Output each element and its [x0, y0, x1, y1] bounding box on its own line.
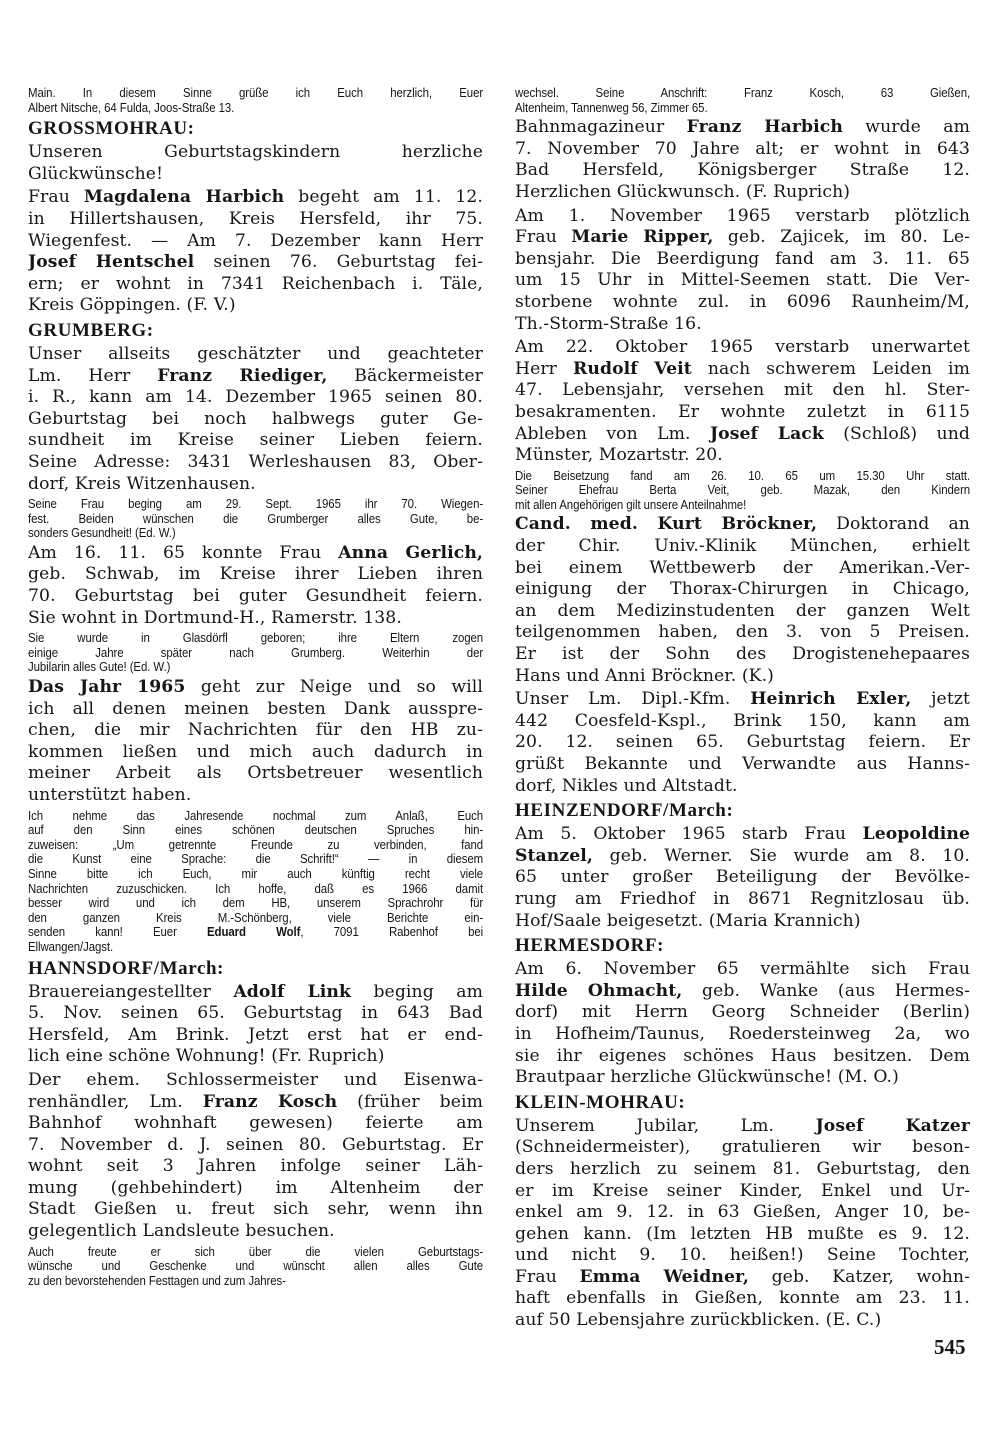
article-paragraph [28, 1070, 483, 1243]
text-line: Jubilarin alles Gute! (Ed. W.) [28, 660, 171, 675]
text-line: sonders Gesundheit! (Ed. W.) [28, 526, 176, 541]
text-line: Am 1. November 1965 verstarb plötzlich [515, 205, 970, 226]
text-line: der Chir. Univ.-Klinik München, erhielt [515, 536, 970, 557]
bold-name: Josef Hentschel [28, 252, 195, 273]
text-line: unterstützt haben. [28, 785, 192, 805]
text-line: Herzlichen Glückwunsch. (F. Ruprich) [515, 181, 851, 202]
text-line: Frau Magdalena Harbich begeht am 11. 12. [28, 187, 483, 208]
text-line: Die Beisetzung fand am 26. 10. 65 um 15.30 Uhr statt. [515, 468, 970, 483]
text-line: ich all denen meinen besten Dank ausspre- [28, 698, 483, 719]
bold-name: Franz Harbich [686, 117, 843, 138]
text-line: meiner Arbeit als Ortsbetreuer wesentlich [28, 763, 483, 784]
text-line: Herr Rudolf Veit nach schwerem Leiden im [515, 358, 970, 379]
text-line: auf 50 Lebensjahre zurückblicken. (E. C.) [515, 1310, 882, 1331]
text-line: Am 22. Oktober 1965 verstarb unerwartet [515, 337, 970, 358]
bold-name: Cand. med. Kurt Bröckner, [515, 514, 818, 535]
text-line: Lm. Herr Franz Riediger, Bäckermeister [28, 365, 483, 386]
text-line: Bad Hersfeld, Königsberger Straße 12. [515, 160, 970, 181]
text-line: Geburtstag bei noch halbwegs guter Ge- [28, 408, 483, 429]
bold-name: Adolf Link [233, 981, 351, 1002]
text-line: kommen ließen und mich auch dadurch in [28, 741, 483, 762]
article-paragraph [515, 117, 970, 203]
text-line: zuweisen: „Um getrennte Freunde zu verbinden, fand [28, 837, 483, 852]
text-line: rung am Friedhof in 8671 Regnitzlosau üb. [515, 888, 970, 909]
text-line: Stanzel, geb. Werner. Sie wurde am 8. 10. [515, 845, 970, 866]
text-line: ern; er wohnt in 7341 Reichenbach i. Täle, [28, 273, 483, 294]
text-line: senden kann! Euer Eduard Wolf, 7091 Rabenhof bei [28, 925, 483, 940]
text-line: Hof/Saale beigesetzt. (Maria Krannich) [515, 910, 861, 931]
left-column [28, 86, 483, 1290]
section-heading: HERMESDORF: [515, 935, 665, 957]
section-heading: GRUMBERG: [28, 319, 154, 341]
text-line: Albert Nitsche, 64 Fulda, Joos-Straße 13. [28, 100, 235, 115]
text-line: Das Jahr 1965 geht zur Neige und so will [28, 677, 483, 698]
text-line: Auch freute er sich über die vielen Geburtstags- [28, 1244, 483, 1259]
text-line: Münster, Mozartstr. 20. [515, 445, 723, 466]
text-line: um 15 Uhr in Mittel-Seemen statt. Die Ver- [515, 270, 970, 291]
text-line: Sinne bitte ich Euch, mir auch künftig recht viele [28, 866, 483, 881]
text-line: an dem Medizinstudenten der ganzen Welt [515, 600, 970, 621]
text-line: Seine Adresse: 3431 Werleshausen 83, Ober- [28, 451, 483, 472]
bold-name: Leopoldine [862, 824, 970, 845]
article-paragraph [515, 514, 970, 687]
text-line: geb. Schwab, im Kreise ihrer Lieben ihren [28, 564, 483, 585]
text-line: fest. Beiden wünschen die Grumberger alles Gute, be- [28, 511, 483, 526]
text-line: 70. Geburtstag bei guter Gesundheit feiern. [28, 586, 483, 607]
right-column [515, 86, 970, 1334]
article-paragraph [515, 337, 970, 467]
text-line: Brautpaar herzliche Glückwünsche! (M. O.) [515, 1067, 899, 1088]
note-paragraph [28, 497, 483, 541]
bold-name: Franz Riediger, [157, 365, 328, 386]
bold-name: Emma Weidner, [579, 1266, 749, 1287]
text-line: storbene wohnte zul. in 6096 Raunheim/M, [515, 291, 970, 312]
text-line: Cand. med. Kurt Bröckner, Doktorand an [515, 514, 970, 535]
bold-name: Das Jahr 1965 [28, 677, 186, 698]
text-line: Unseren Geburtstagskindern herzliche [28, 142, 483, 163]
bold-name: Hilde Ohmacht, [515, 980, 683, 1001]
text-line: 65 unter großer Beteiligung der Bevölke- [515, 867, 970, 888]
article-paragraph [515, 1116, 970, 1332]
bold-name: Eduard Wolf [207, 925, 301, 940]
article-paragraph [28, 543, 483, 629]
bold-name: Magdalena Harbich [83, 187, 285, 208]
article-paragraph [28, 187, 483, 317]
text-line: Seine Frau beging am 29. Sept. 1965 ihr 70. Wiegen- [28, 497, 483, 512]
text-line: die Kunst eine Sprache: die Schrift!“ — in diesem [28, 852, 483, 867]
text-line: Glückwünsche! [28, 163, 164, 184]
text-line: wünsche und Geschenke und wünscht allen alles Gute [28, 1259, 483, 1274]
note-paragraph [515, 469, 970, 513]
text-line: i. R., kann am 14. Dezember 1965 seinen 80. [28, 387, 483, 408]
text-line: einigung der Thorax-Chirurgen in Chicago, [515, 579, 970, 600]
text-line: Altenheim, Tannenweg 56, Zimmer 65. [515, 100, 708, 115]
text-line: dorf) mit Herrn Georg Schneider (Berlin) [515, 1002, 970, 1023]
section-heading: KLEIN-MOHRAU: [515, 1091, 686, 1113]
text-line: Josef Hentschel seinen 76. Geburtstag fei- [28, 252, 483, 273]
bold-name: Anna Gerlich, [338, 542, 483, 563]
text-line: haft ebenfalls in Gießen, konnte am 23. 11. [515, 1288, 970, 1309]
text-line: Unser Lm. Dipl.-Kfm. Heinrich Exler, jetzt [515, 689, 970, 710]
text-line: 7. November d. J. seinen 80. Geburtstag. Er [28, 1134, 483, 1155]
page-number: 545 [934, 1335, 966, 1359]
bold-name: Heinrich Exler, [750, 689, 912, 710]
text-line: 5. Nov. seinen 65. Geburtstag in 643 Bad [28, 1003, 483, 1024]
text-line: Ellwangen/Jagst. [28, 939, 114, 954]
text-line: Kreis Göppingen. (F. V.) [28, 295, 236, 316]
text-line: Frau Emma Weidner, geb. Katzer, wohn- [515, 1266, 970, 1287]
text-line: Hilde Ohmacht, geb. Wanke (aus Hermes- [515, 980, 970, 1001]
bold-name: Marie Ripper, [571, 227, 714, 248]
text-line: Brauereiangestellter Adolf Link beging am [28, 981, 483, 1002]
text-line: sie ihr eigenes schönes Haus besitzen. Dem [515, 1045, 970, 1066]
text-line: (Schneidermeister), gratulieren wir beson- [515, 1137, 970, 1158]
bold-name: Stanzel, [515, 845, 593, 866]
text-line: Der ehem. Schlossermeister und Eisenwa- [28, 1069, 483, 1090]
text-line: gehen kann. (Im letzten HB mußte es 9. 12. [515, 1223, 970, 1244]
text-line: Bahnhof wohnhaft gewesen) feierte am [28, 1113, 483, 1134]
bold-name: Josef Katzer [815, 1115, 970, 1136]
article-paragraph [515, 689, 970, 797]
note-paragraph [515, 86, 970, 115]
text-line: in Hillertshausen, Kreis Hersfeld, ihr 75. [28, 208, 483, 229]
text-line: Th.-Storm-Straße 16. [515, 313, 702, 334]
article-paragraph [28, 142, 483, 185]
text-line: in Hofheim/Taunus, Roedersteinweg 2a, wo [515, 1023, 970, 1044]
text-line: Er ist der Sohn des Drogistenehepaares [515, 644, 970, 665]
text-line: bei einem Wettbewerb der Amerikan.-Ver- [515, 557, 970, 578]
text-line: einige Jahre später nach Grumberg. Weiterhin der [28, 645, 483, 660]
text-line: wohnt seit 3 Jahren infolge seiner Läh- [28, 1156, 483, 1177]
text-line: renhändler, Lm. Franz Kosch (früher beim [28, 1091, 483, 1112]
text-line: bensjahr. Die Beerdigung fand am 3. 11. 65 [515, 248, 970, 269]
text-line: grüßt Bekannte und Verwandte aus Hanns- [515, 754, 970, 774]
text-line: auf den Sinn eines schönen deutschen Spruches hin- [28, 823, 483, 838]
text-line: Main. In diesem Sinne grüße ich Euch herzlich, Euer [28, 86, 483, 100]
note-paragraph [28, 631, 483, 675]
text-line: ders herzlich zu seinem 81. Geburtstag, den [515, 1158, 970, 1179]
text-line: Am 6. November 65 vermählte sich Frau [515, 959, 970, 980]
text-line: Hersfeld, Am Brink. Jetzt erst hat er end- [28, 1024, 483, 1045]
text-line: 20. 12. seinen 65. Geburtstag feiern. Er [515, 732, 970, 753]
text-line: Sie wohnt in Dortmund-H., Ramerstr. 138. [28, 607, 402, 628]
text-line: 7. November 70 Jahre alt; er wohnt in 643 [515, 138, 970, 159]
text-line: dorf, Nikles und Altstadt. [515, 775, 738, 796]
bold-name: Josef Lack [709, 423, 824, 444]
text-line: Ich nehme das Jahresende nochmal zum Anlaß, Euch [28, 808, 483, 823]
article-paragraph [28, 677, 483, 807]
text-line: mit allen Angehörigen gilt unsere Anteilnahme! [515, 497, 747, 512]
text-line: Stadt Gießen u. freut sich sehr, wenn ihn [28, 1199, 483, 1220]
text-line: 442 Coesfeld-Kspl., Brink 150, kann am [515, 710, 970, 731]
article-paragraph [28, 344, 483, 495]
section-heading: HEINZENDORF/March: [515, 800, 734, 822]
text-line: Unser allseits geschätzter und geachteter [28, 343, 483, 364]
text-line: er im Kreise seiner Kinder, Enkel und Ur- [515, 1180, 970, 1201]
text-line: dorf, Kreis Witzenhausen. [28, 473, 256, 494]
text-line: Hans und Anni Bröckner. (K.) [515, 665, 774, 686]
text-line: chen, die mir Nachrichten für den HB zu- [28, 720, 483, 741]
article-paragraph [515, 824, 970, 932]
text-line: Am 16. 11. 65 konnte Frau Anna Gerlich, [28, 542, 483, 563]
text-line: enkel am 9. 12. in 63 Gießen, Anger 10, be- [515, 1202, 970, 1223]
text-line: lich eine schöne Wohnung! (Fr. Ruprich) [28, 1046, 385, 1067]
text-line: Seiner Ehefrau Berta Veit, geb. Mazak, den Kindern [515, 483, 970, 498]
text-line: Bahnmagazineur Franz Harbich wurde am [515, 117, 970, 138]
note-paragraph [28, 809, 483, 955]
text-line: Nachrichten zuzuschicken. Ich hoffe, daß es 1966 damit [28, 881, 483, 896]
bold-name: Franz Kosch [202, 1091, 338, 1112]
text-line: und nicht 9. 10. heißen!) Seine Tochter, [515, 1245, 970, 1266]
text-line: sundheit im Kreise seiner Lieben feiern. [28, 430, 483, 451]
article-paragraph [28, 982, 483, 1068]
article-paragraph [515, 959, 970, 1089]
text-line: Am 5. Oktober 1965 starb Frau Leopoldine [515, 824, 970, 845]
text-line: 47. Lebensjahr, versehen mit den hl. Ster- [515, 380, 970, 401]
bold-name: Rudolf Veit [572, 358, 692, 379]
text-line: gelegentlich Landsleute besuchen. [28, 1221, 335, 1242]
text-line: Ableben von Lm. Josef Lack (Schloß) und [515, 423, 970, 444]
note-paragraph [28, 1245, 483, 1289]
text-line: zu den bevorstehenden Festtagen und zum Jahres- [28, 1273, 286, 1288]
text-line: den ganzen Kreis M.-Schönberg, viele Berichte ein- [28, 910, 483, 925]
section-heading: GROSSMOHRAU: [28, 118, 195, 140]
text-line: Sie wurde in Glasdörfl geboren; ihre Eltern zogen [28, 631, 483, 646]
text-line: wechsel. Seine Anschrift: Franz Kosch, 63 Gießen, [515, 86, 970, 100]
text-line: mung (gehbehindert) im Altenheim der [28, 1177, 483, 1198]
text-line: Unserem Jubilar, Lm. Josef Katzer [515, 1115, 970, 1136]
note-paragraph [28, 86, 483, 115]
text-line: besser wird und ich dem HB, unserem Sprachrohr für [28, 896, 483, 911]
text-line: Frau Marie Ripper, geb. Zajicek, im 80. Le- [515, 227, 970, 248]
section-heading: HANNSDORF/March: [28, 957, 225, 979]
text-line: teilgenommen haben, den 3. von 5 Preisen. [515, 622, 970, 643]
text-line: Wiegenfest. — Am 7. Dezember kann Herr [28, 230, 483, 251]
article-paragraph [515, 206, 970, 336]
text-line: besakramenten. Er wohnte zuletzt in 6115 [515, 401, 970, 422]
